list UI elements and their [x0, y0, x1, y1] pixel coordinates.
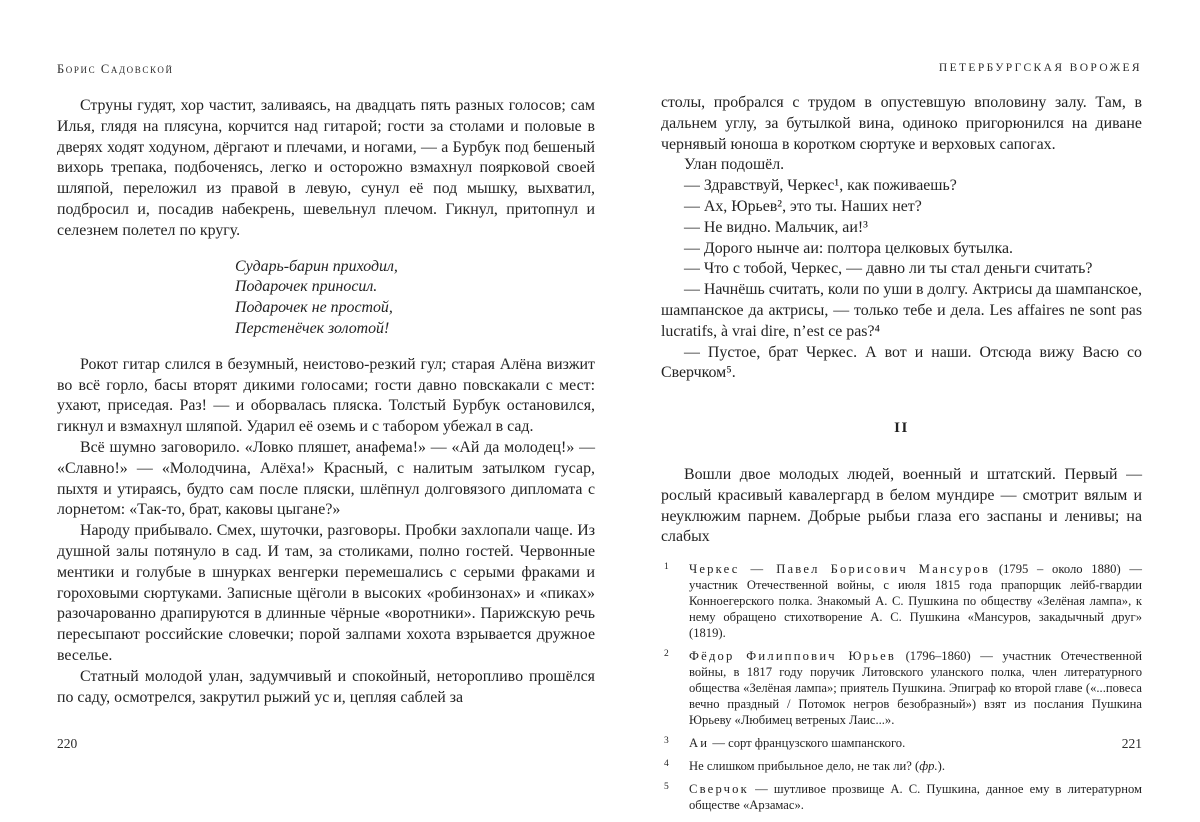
footnote-number: 2	[664, 649, 669, 660]
footnote-number: 3	[664, 736, 669, 747]
dialogue-line: — Ах, Юрьев², это ты. Наших нет?	[684, 197, 922, 215]
verse-block	[235, 257, 595, 340]
footnote	[661, 758, 1142, 774]
dialogue-line: — Пустое, брат Черкес. А вот и наши. Отсюда вижу Васю со Сверчком⁵.	[661, 343, 1142, 382]
footnote-text: Не слишком прибыльное дело, не так ли? (	[689, 759, 920, 774]
footnote-number: 4	[664, 759, 669, 770]
footnote-text: (1796–1860) — участник Отечественной войны, в 1817 году поручик Литовского уланского полка, член литературного общества «Зелёная лампа»; приятель Пушкина. Эпиграф ко второй главе («...повеса вечно праздный / Потомок негров безобразный») взят из послания Пушкина Юрьеву «Любимец ветреных Лаис...».	[689, 649, 1142, 728]
dialogue-line: — Не видно. Мальчик, аи!³	[684, 218, 868, 236]
footnote	[661, 781, 1142, 813]
dialogue-line: — Здравствуй, Черкес¹, как поживаешь?	[684, 177, 957, 195]
footnote-language-note: фр.	[919, 759, 938, 774]
footnote-text: ).	[937, 759, 945, 774]
footnote-term: Сверчок	[689, 782, 749, 797]
footnote	[661, 561, 1142, 641]
footnote-term: Черкес — Павел Борисович Мансуров	[689, 562, 991, 577]
footnote-term: Аи	[689, 736, 710, 751]
dialogue-line: — Начнёшь считать, коли по уши в долгу. Актрисы да шампанское, шампанское да актрисы, — только тебе и дела. Les affaires ne sont pas lucratifs, à vrai dire, n’est ce pas?⁴	[661, 281, 1143, 340]
footnote-text: — шутливое прозвище А. С. Пушкина, данное ему в литературном обществе «Арзамас».	[689, 782, 1142, 813]
left-page-body	[57, 96, 595, 708]
running-head-author: Борис Садовской	[57, 62, 174, 76]
footnote-number: 5	[664, 782, 669, 793]
footnote-number: 1	[664, 562, 669, 573]
footnote	[661, 735, 1142, 751]
verse-line: Подарочек не простой,	[235, 299, 393, 317]
footnote-text: — сорт французского шампанского.	[709, 736, 906, 751]
page-number: 220	[57, 736, 78, 751]
paragraph: Струны гудят, хор частит, заливаясь, на двадцать пять разных голосов; сам Илья, глядя на плясуна, корчится над гитарой; гости за столами и половые в дверях ходят ходуном, дёргают и плечами, и ногами, — а Бурбук под бешеный вихорь трепака, подбоченясь, легко и осторожно взмахнул поярковой своей шляпой, переложил из правой в левую, сунул её под мышку, выхватил, подбросил и, посадив набекрень, шевельнул плечом. Гикнул, притопнул и селезнем полетел по кругу.	[57, 97, 595, 239]
section-heading: II	[894, 420, 909, 437]
footnote-text: (1795 – около 1880) — участник Отечественной войны, с июля 1815 года прапорщик лейб-гвардии Конноегерского полка. Знакомый А. С. Пушкина по обществу «Зелёная лампа», к нему обращено стихотворение А. С. Пушкина «Мансуров, закадычный друг» (1819).	[689, 562, 1142, 641]
footnotes-block	[661, 561, 1142, 813]
dialogue-line: — Дорого нынче аи: полтора целковых бутылка.	[684, 239, 1013, 257]
footnote-term: Фёдор Филиппович Юрьев	[689, 649, 897, 664]
verse-line: Перстенёчек золотой!	[235, 319, 390, 337]
dialogue-line: Улан подошёл.	[684, 156, 785, 174]
verse-line: Сударь-барин приходил,	[235, 257, 398, 275]
verse-line: Подарочек приносил.	[235, 278, 378, 296]
paragraph: Вошли двое молодых людей, военный и штатский. Первый — рослый красивый кавалергард в белом мундире — смотрит вялым и неуклюжим парнем. Добрые рыбьи глаза его заспаны и ленивы; на слабых	[661, 465, 1142, 546]
paragraph: Всё шумно заговорило. «Ловко пляшет, анафема!» — «Ай да молодец!» — «Славно!» — «Молодчина, Алёха!» Красный, с налитым затылком гусар, пыхтя и утираясь, будто сам после пляски, шлёпнул долговязого дипломата с лорнетом: «Так-то, брат, каковы цыгане?»	[57, 438, 595, 519]
paragraph: Рокот гитар слился в безумный, неистово-резкий гул; старая Алёна визжит во всё горло, басы вторят дикими голосами; гости давно повскакали с мест: ухают, приседая. Раз! — и оборвалась пляска. Толстый Бурбук остановился, гикнул и взмахнул шляпой. Ударил её оземь и с табором убежал в сад.	[57, 355, 595, 436]
page-right	[661, 0, 1142, 822]
footnote	[661, 648, 1142, 728]
paragraph: Статный молодой улан, задумчивый и спокойный, неторопливо прошёлся по саду, осмотрелся, закрутил рыжий ус и, цепляя саблей за	[57, 667, 595, 706]
dialogue-line: — Что с тобой, Черкес, — давно ли ты стал деньги считать?	[684, 260, 1093, 278]
running-head-title: ПЕТЕРБУРГСКАЯ ВОРОЖЕЯ	[938, 62, 1142, 74]
right-page-body	[661, 93, 1142, 813]
page-left	[57, 0, 595, 822]
page-number: 221	[1121, 736, 1142, 751]
paragraph: Народу прибывало. Смех, шуточки, разговоры. Пробки захлопали чаще. Из душной залы потянуло в сад. И там, за столиками, полно гостей. Червонные ментики и голубые в шнурках венгерки перемешались с серыми фраками и гороховыми сюртуками. Записные щёголи в высоких «робинзонах» и «пиках» разочарованно драпируются в длинные чёрные «воротники». Парижскую речь пересыпают российские словечки; порой залпами хохота взрывается дружное веселье.	[57, 522, 595, 664]
paragraph-continuation: столы, пробрался с трудом в опустевшую вполовину залу. Там, в дальнем углу, за бутылкой вина, одиноко пригорюнился на диване чернявый юноша в коротком сюртуке и верховых сапогах.	[661, 94, 1142, 153]
